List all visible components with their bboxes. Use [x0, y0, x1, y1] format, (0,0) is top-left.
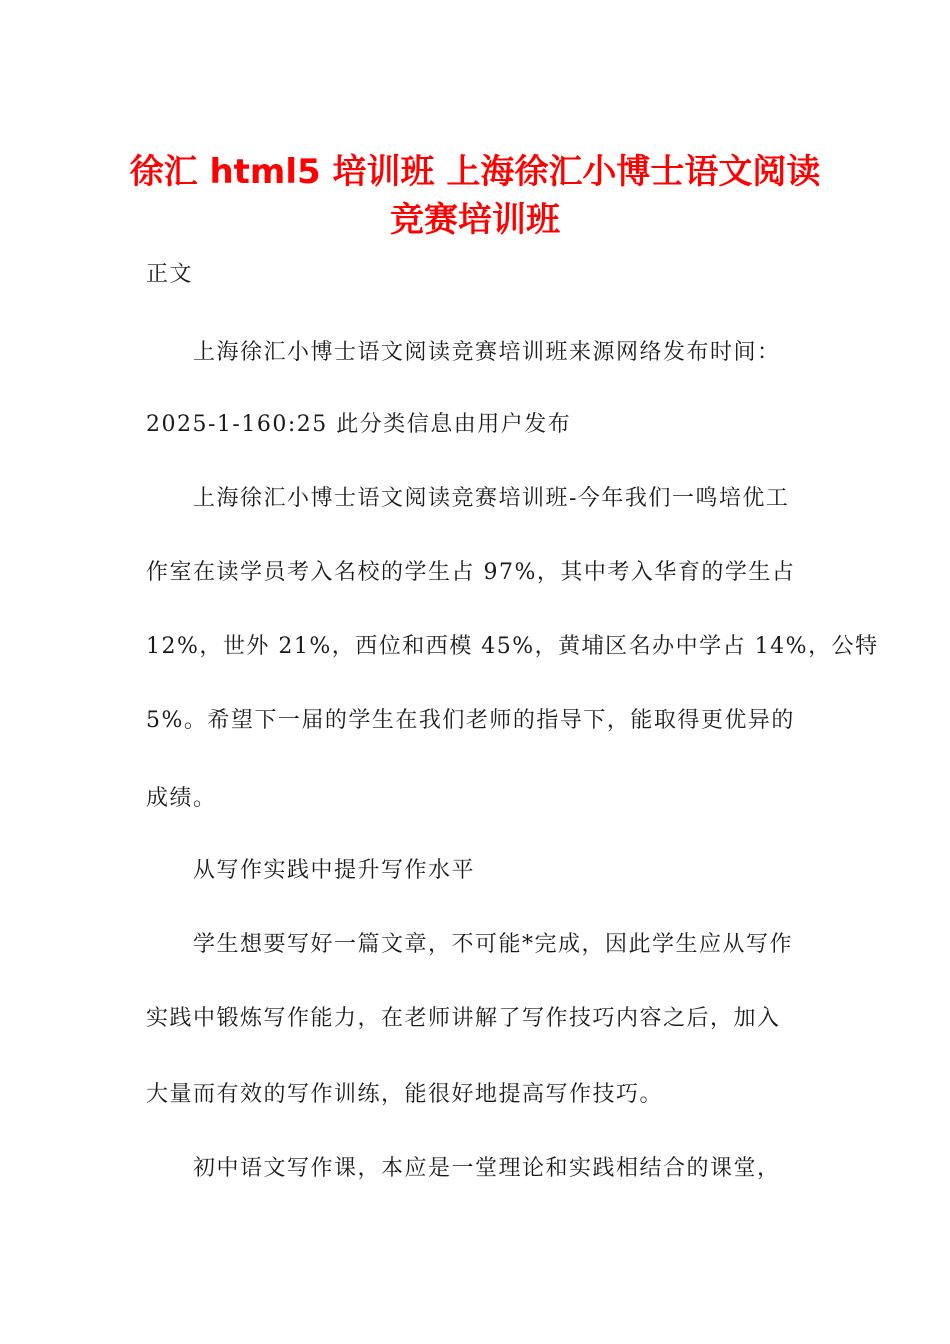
- paragraph-line: 初中语文写作课，本应是一堂理论和实践相结合的课堂，: [193, 1156, 781, 1181]
- subheading: 从写作实践中提升写作水平: [193, 858, 476, 883]
- paragraph-line: 2025-1-160:25 此分类信息由用户发布: [146, 412, 572, 437]
- paragraph-line: 成绩。: [146, 786, 217, 811]
- paragraph-line: 上海徐汇小博士语文阅读竞赛培训班-今年我们一鸣培优工: [193, 486, 790, 511]
- paragraph-line: 12%，世外 21%，西位和西模 45%，黄埔区名办中学占 14%，公特: [146, 634, 879, 659]
- paragraph-line: 实践中锻炼写作能力，在老师讲解了写作技巧内容之后，加入: [146, 1006, 781, 1031]
- paragraph-line: 5%。希望下一届的学生在我们老师的指导下，能取得更优异的: [146, 708, 795, 733]
- section-label: 正文: [146, 262, 194, 287]
- paragraph-line: 作室在读学员考入名校的学生占 97%，其中考入华育的学生占: [146, 560, 796, 585]
- paragraph-line: 学生想要写好一篇文章，不可能*完成，因此学生应从写作: [193, 932, 794, 957]
- paragraph-line: 上海徐汇小博士语文阅读竞赛培训班来源网络发布时间：: [193, 340, 781, 365]
- paragraph-line: 大量而有效的写作训练，能很好地提高写作技巧。: [146, 1082, 664, 1107]
- document-title-line-2: 竞赛培训班: [390, 200, 560, 240]
- document-title-line-1: 徐汇 html5 培训班 上海徐汇小博士语文阅读: [129, 152, 821, 192]
